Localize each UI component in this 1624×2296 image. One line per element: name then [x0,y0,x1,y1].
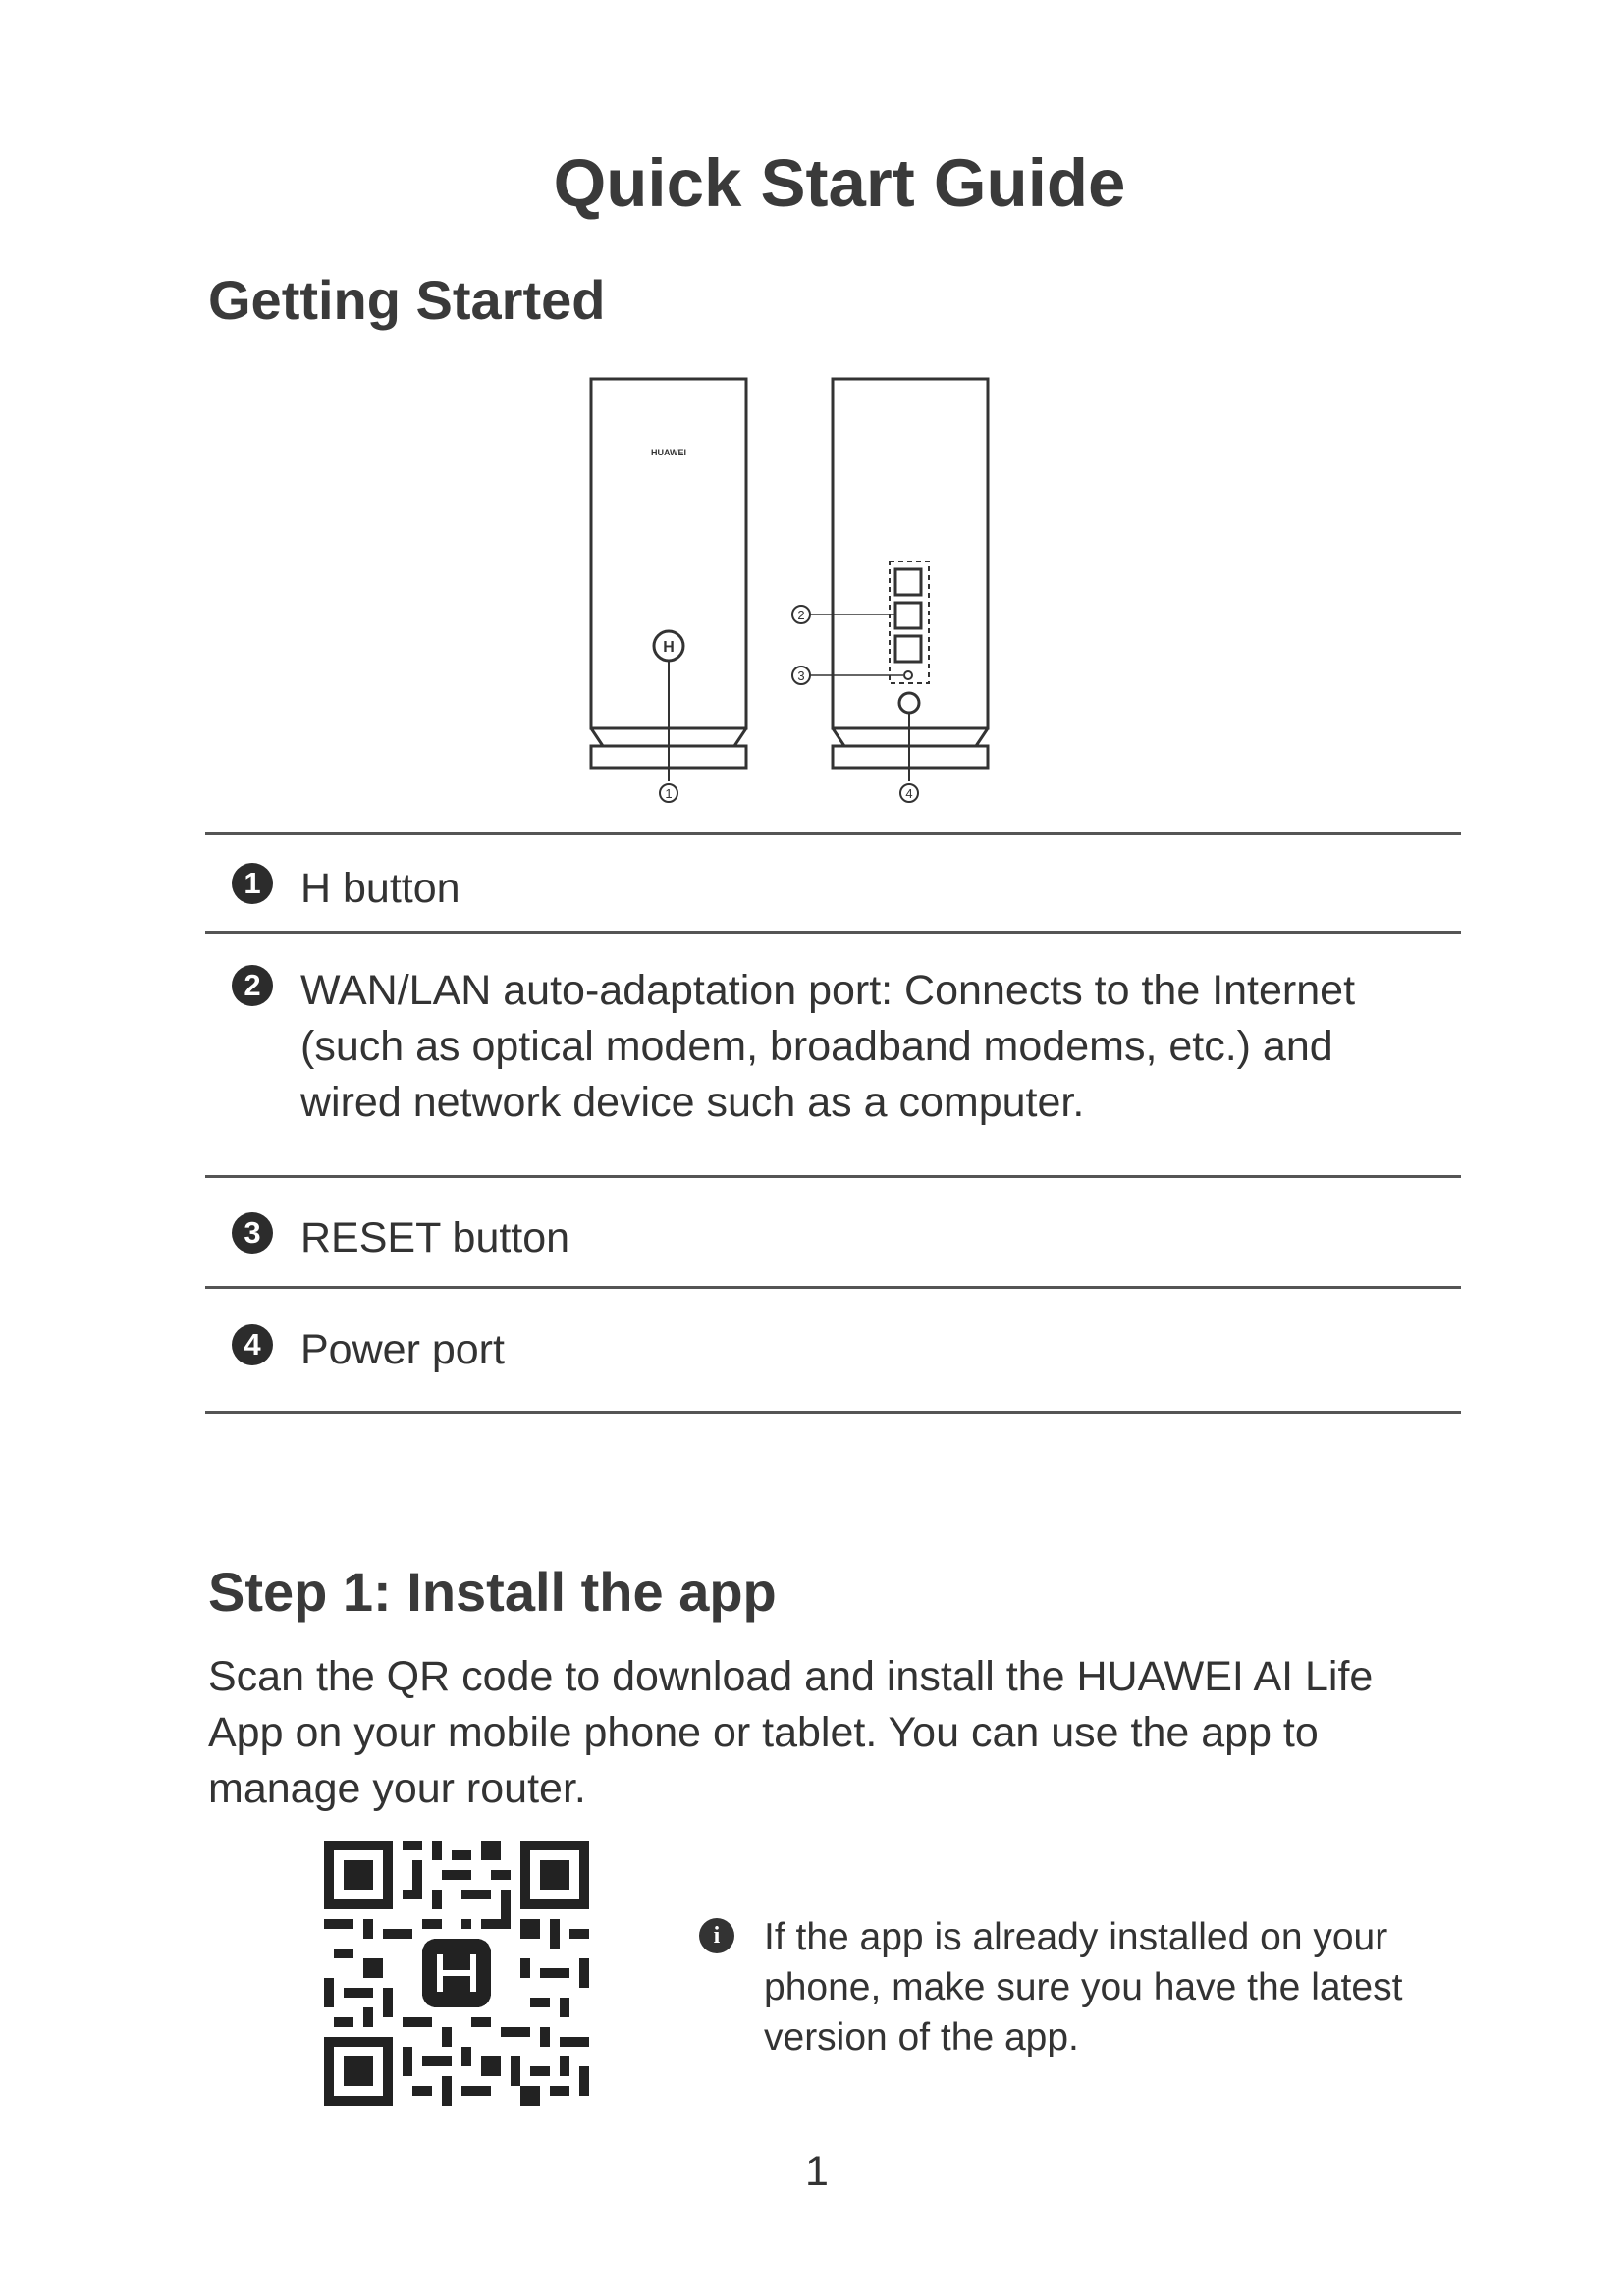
reset-hole-shape [904,671,912,679]
info-icon: i [699,1918,734,1953]
port-1-shape [895,569,921,595]
table-rule [205,931,1461,934]
table-rule [205,1175,1461,1178]
page-number: 1 [805,2148,829,2195]
table-rule [205,1411,1461,1414]
document-title: Quick Start Guide [553,145,1126,221]
callout-4: 4 [905,786,913,801]
callout-2: 2 [797,608,805,622]
legend-text: H button [300,865,460,912]
number-badge: 2 [232,965,273,1006]
port-2-shape [895,603,921,628]
legend-text: Power port [300,1326,505,1373]
section-heading-install-app: Step 1: Install the app [208,1561,777,1623]
router-illustration [569,369,1001,813]
legend-text: RESET button [300,1214,570,1261]
table-rule [205,832,1461,835]
power-port-shape [899,693,919,713]
qr-code-icon [324,1841,589,2106]
table-rule [205,1286,1461,1289]
note-text: If the app is already installed on your phone, make sure you have the latest version of the app. [764,1916,1403,2058]
h-button-glyph: H [663,639,675,656]
section-heading-getting-started: Getting Started [208,269,606,331]
number-badge: 1 [232,863,273,904]
callout-3: 3 [797,668,805,683]
router-brand-mark: HUAWEI [651,448,686,457]
legend-text: WAN/LAN auto-adaptation port: Connects to the Internet (such as optical modem, broadband modems, etc.) and wired network device such as a computer. [300,967,1356,1126]
number-badge: 3 [232,1212,273,1254]
port-3-shape [895,636,921,662]
number-badge: 4 [232,1324,273,1365]
callout-1: 1 [665,786,673,801]
install-instructions: Scan the QR code to download and install the HUAWEI AI Life App on your mobile phone or tablet. You can use the app to manage your router. [208,1653,1374,1812]
